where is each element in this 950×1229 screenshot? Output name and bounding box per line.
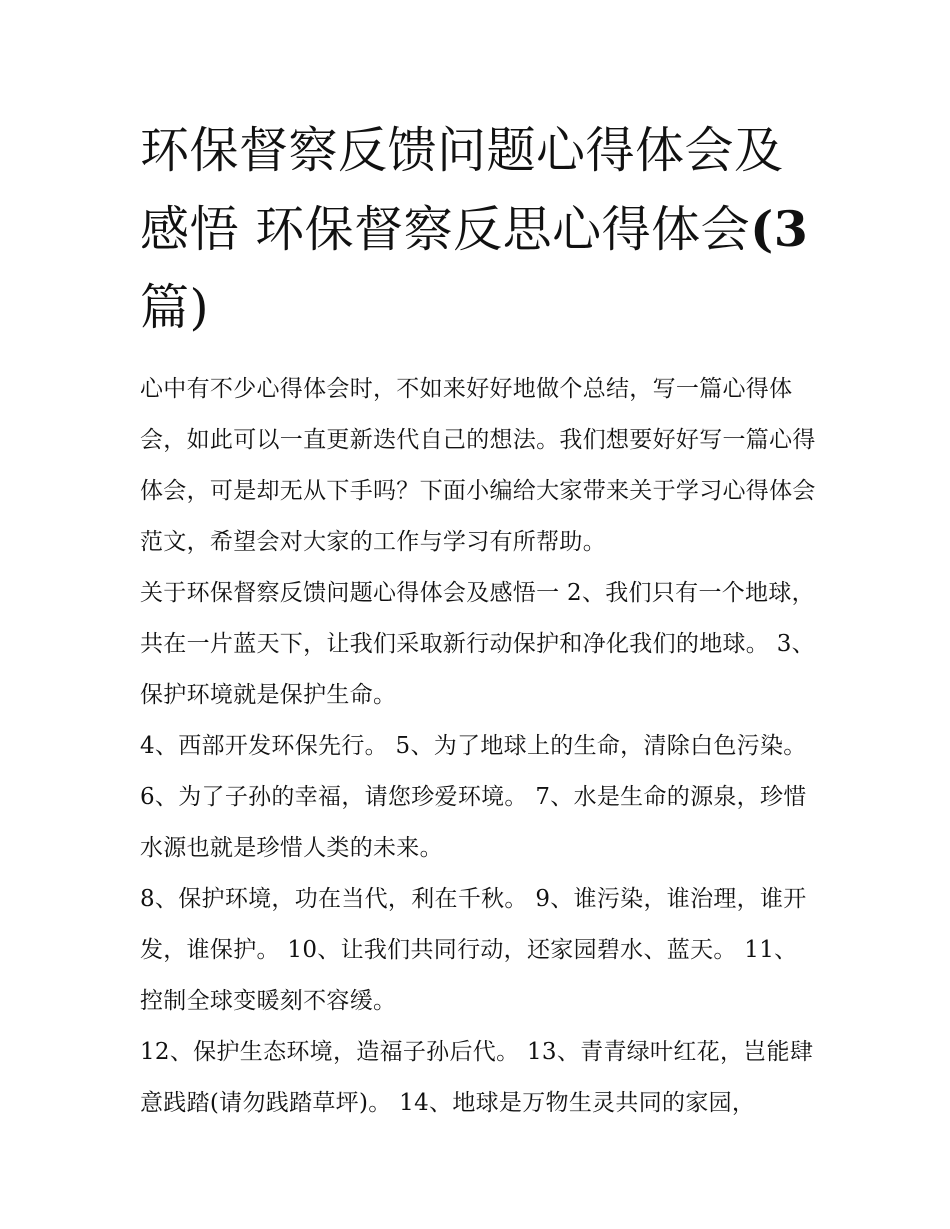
document-title	[140, 112, 820, 347]
title-count: (3	[750, 200, 809, 258]
paragraph-section-one: 关于环保督察反馈问题心得体会及感悟一 2、我们只有一个地球，共在一片蓝天下，让我们采取新行动保护和净化我们的地球。 3、保护环境就是保护生命。	[140, 580, 815, 708]
paragraph-intro: 心中有不少心得体会时，不如来好好地做个总结，写一篇心得体会，如此可以一直更新迭代自己的想法。我们想要好好写一篇心得体会，可是却无从下手吗？下面小编给大家带来关于学习心得体会范文，希望会对大家的工作与学习有所帮助。	[140, 376, 816, 555]
paragraph-slogans-4-7: 4、西部开发环保先行。 5、为了地球上的生命，清除白色污染。 6、为了子孙的幸福，请您珍爱环境。 7、水是生命的源泉，珍惜水源也就是珍惜人类的未来。	[140, 733, 807, 861]
document-page	[140, 112, 820, 1129]
title-suffix: 篇)	[140, 279, 210, 336]
paragraph-slogans-12-14: 12、保护生态环境，造福子孙后代。 13、青青绿叶红花，岂能肆意践踏(请勿践踏草坪)。 14、地球是万物生灵共同的家园，	[140, 1039, 814, 1116]
paragraph-slogans-8-11: 8、保护环境，功在当代，利在千秋。 9、谁污染，谁治理，谁开发，谁保护。 10、让我们共同行动，还家园碧水、蓝天。 11、控制全球变暖刻不容缓。	[140, 886, 807, 1014]
title-text: 环保督察反馈问题心得体会及感悟 环保督察反思心得体会	[140, 122, 784, 258]
